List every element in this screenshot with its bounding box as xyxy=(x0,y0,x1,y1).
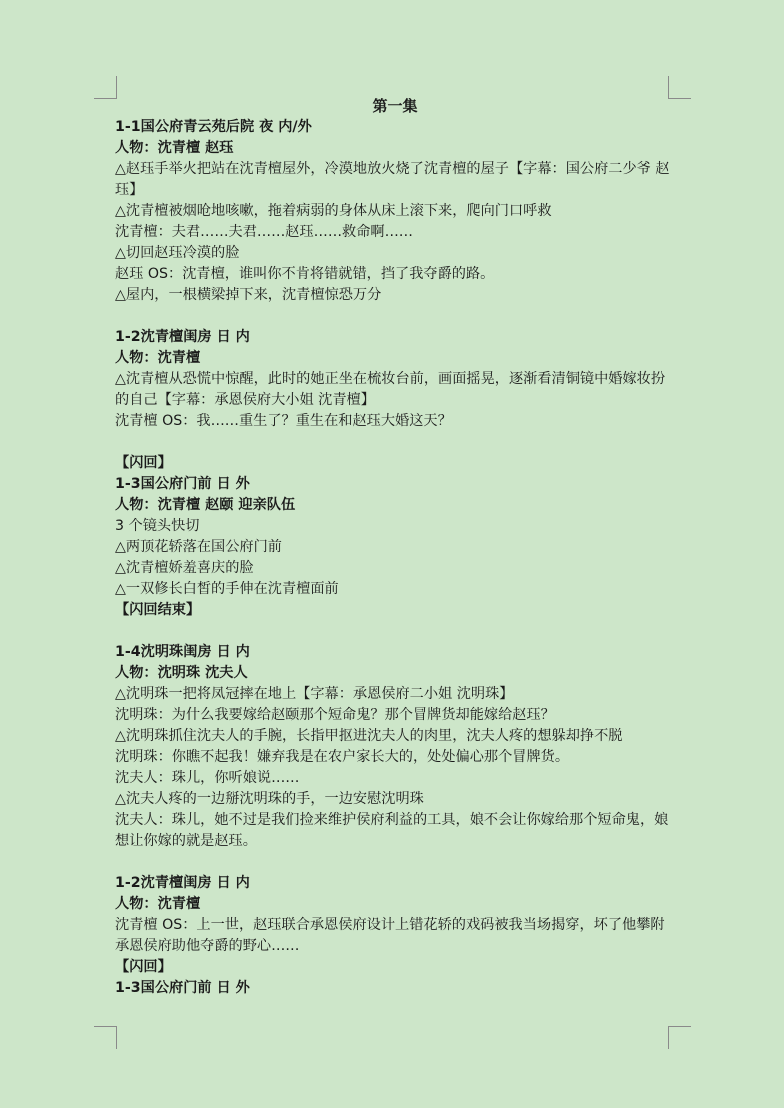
script-line: △沈夫人疼的一边掰沈明珠的手，一边安慰沈明珠 xyxy=(115,791,424,807)
blank-line xyxy=(115,306,675,327)
scene-heading-line: 人物：沈青檀 赵颐 迎亲队伍 xyxy=(115,497,296,513)
scene-heading-line: 人物：沈明珠 沈夫人 xyxy=(115,665,248,681)
blank-line xyxy=(115,621,675,642)
script-line: 3 个镜头快切 xyxy=(115,518,200,534)
script-line: 沈明珠：你瞧不起我！嫌弃我是在农户家长大的，处处偏心那个冒牌货。 xyxy=(115,749,570,765)
scene-heading-line: 1-1国公府青云苑后院 夜 内/外 xyxy=(115,119,312,135)
script-line: 沈青檀 OS：上一世，赵珏联合承恩侯府设计上错花轿的戏码被我当场揭穿，坏了他攀附承恩侯府助他夺爵的野心…… xyxy=(115,917,665,954)
script-line: △屋内，一根横梁掉下来，沈青檀惊恐万分 xyxy=(115,287,382,303)
script-line: 沈夫人：珠儿，你听娘说…… xyxy=(115,770,300,786)
scene-heading-line: 人物：沈青檀 赵珏 xyxy=(115,140,234,156)
script-line: △切回赵珏冷漠的脸 xyxy=(115,245,240,261)
script-line: 赵珏 OS：沈青檀，谁叫你不肯将错就错，挡了我夺爵的路。 xyxy=(115,266,495,282)
scene-heading-line: 人物：沈青檀 xyxy=(115,350,201,366)
script-line: 沈青檀 OS：我……重生了？重生在和赵珏大婚这天？ xyxy=(115,413,452,429)
episode-title: 第一集 xyxy=(372,97,418,115)
page-corner-mark-bottom-right xyxy=(668,1026,691,1049)
scene-heading-line: 【闪回】 xyxy=(115,959,172,975)
script-line: △沈青檀被烟呛地咳嗽，拖着病弱的身体从床上滚下来，爬向门口呼救 xyxy=(115,203,552,219)
scene-heading-line: 人物：沈青檀 xyxy=(115,896,201,912)
script-line: △一双修长白皙的手伸在沈青檀面前 xyxy=(115,581,339,597)
page-corner-mark-bottom-left xyxy=(94,1026,117,1049)
script-line: △赵珏手举火把站在沈青檀屋外，冷漠地放火烧了沈青檀的屋子【字幕：国公府二少爷 赵珏】 xyxy=(115,161,670,198)
scene-heading-line: 1-3国公府门前 日 外 xyxy=(115,476,250,492)
script-line: 沈明珠：为什么我要嫁给赵颐那个短命鬼？那个冒牌货却能嫁给赵珏？ xyxy=(115,707,555,723)
scene-heading-line: 1-2沈青檀闺房 日 内 xyxy=(115,875,250,891)
script-line: △沈青檀从恐慌中惊醒，此时的她正坐在梳妆台前，画面摇晃，逐渐看清铜镜中婚嫁妆扮的自己【字幕：承恩侯府大小姐 沈青檀】 xyxy=(115,371,666,408)
blank-line xyxy=(115,852,675,873)
page-corner-mark-top-left xyxy=(94,76,117,99)
script-body xyxy=(115,117,675,999)
script-line: △沈青檀娇羞喜庆的脸 xyxy=(115,560,254,576)
scene-heading-line: 1-2沈青檀闺房 日 内 xyxy=(115,329,250,345)
blank-line xyxy=(115,432,675,453)
script-line: △沈明珠一把将凤冠摔在地上【字幕：承恩侯府二小姐 沈明珠】 xyxy=(115,686,514,702)
scene-heading-line: 【闪回结束】 xyxy=(115,602,201,618)
document-page xyxy=(115,96,675,999)
script-line: △沈明珠抓住沈夫人的手腕，长指甲抠进沈夫人的肉里，沈夫人疼的想躲却挣不脱 xyxy=(115,728,623,744)
script-line: 沈夫人：珠儿，她不过是我们捡来维护侯府利益的工具，娘不会让你嫁给那个短命鬼，娘想让你嫁的就是赵珏。 xyxy=(115,812,669,849)
scene-heading-line: 1-4沈明珠闺房 日 内 xyxy=(115,644,250,660)
script-line: 沈青檀：夫君……夫君……赵珏……救命啊…… xyxy=(115,224,413,240)
scene-heading-line: 1-3国公府门前 日 外 xyxy=(115,980,250,996)
scene-heading-line: 【闪回】 xyxy=(115,455,172,471)
script-line: △两顶花轿落在国公府门前 xyxy=(115,539,282,555)
